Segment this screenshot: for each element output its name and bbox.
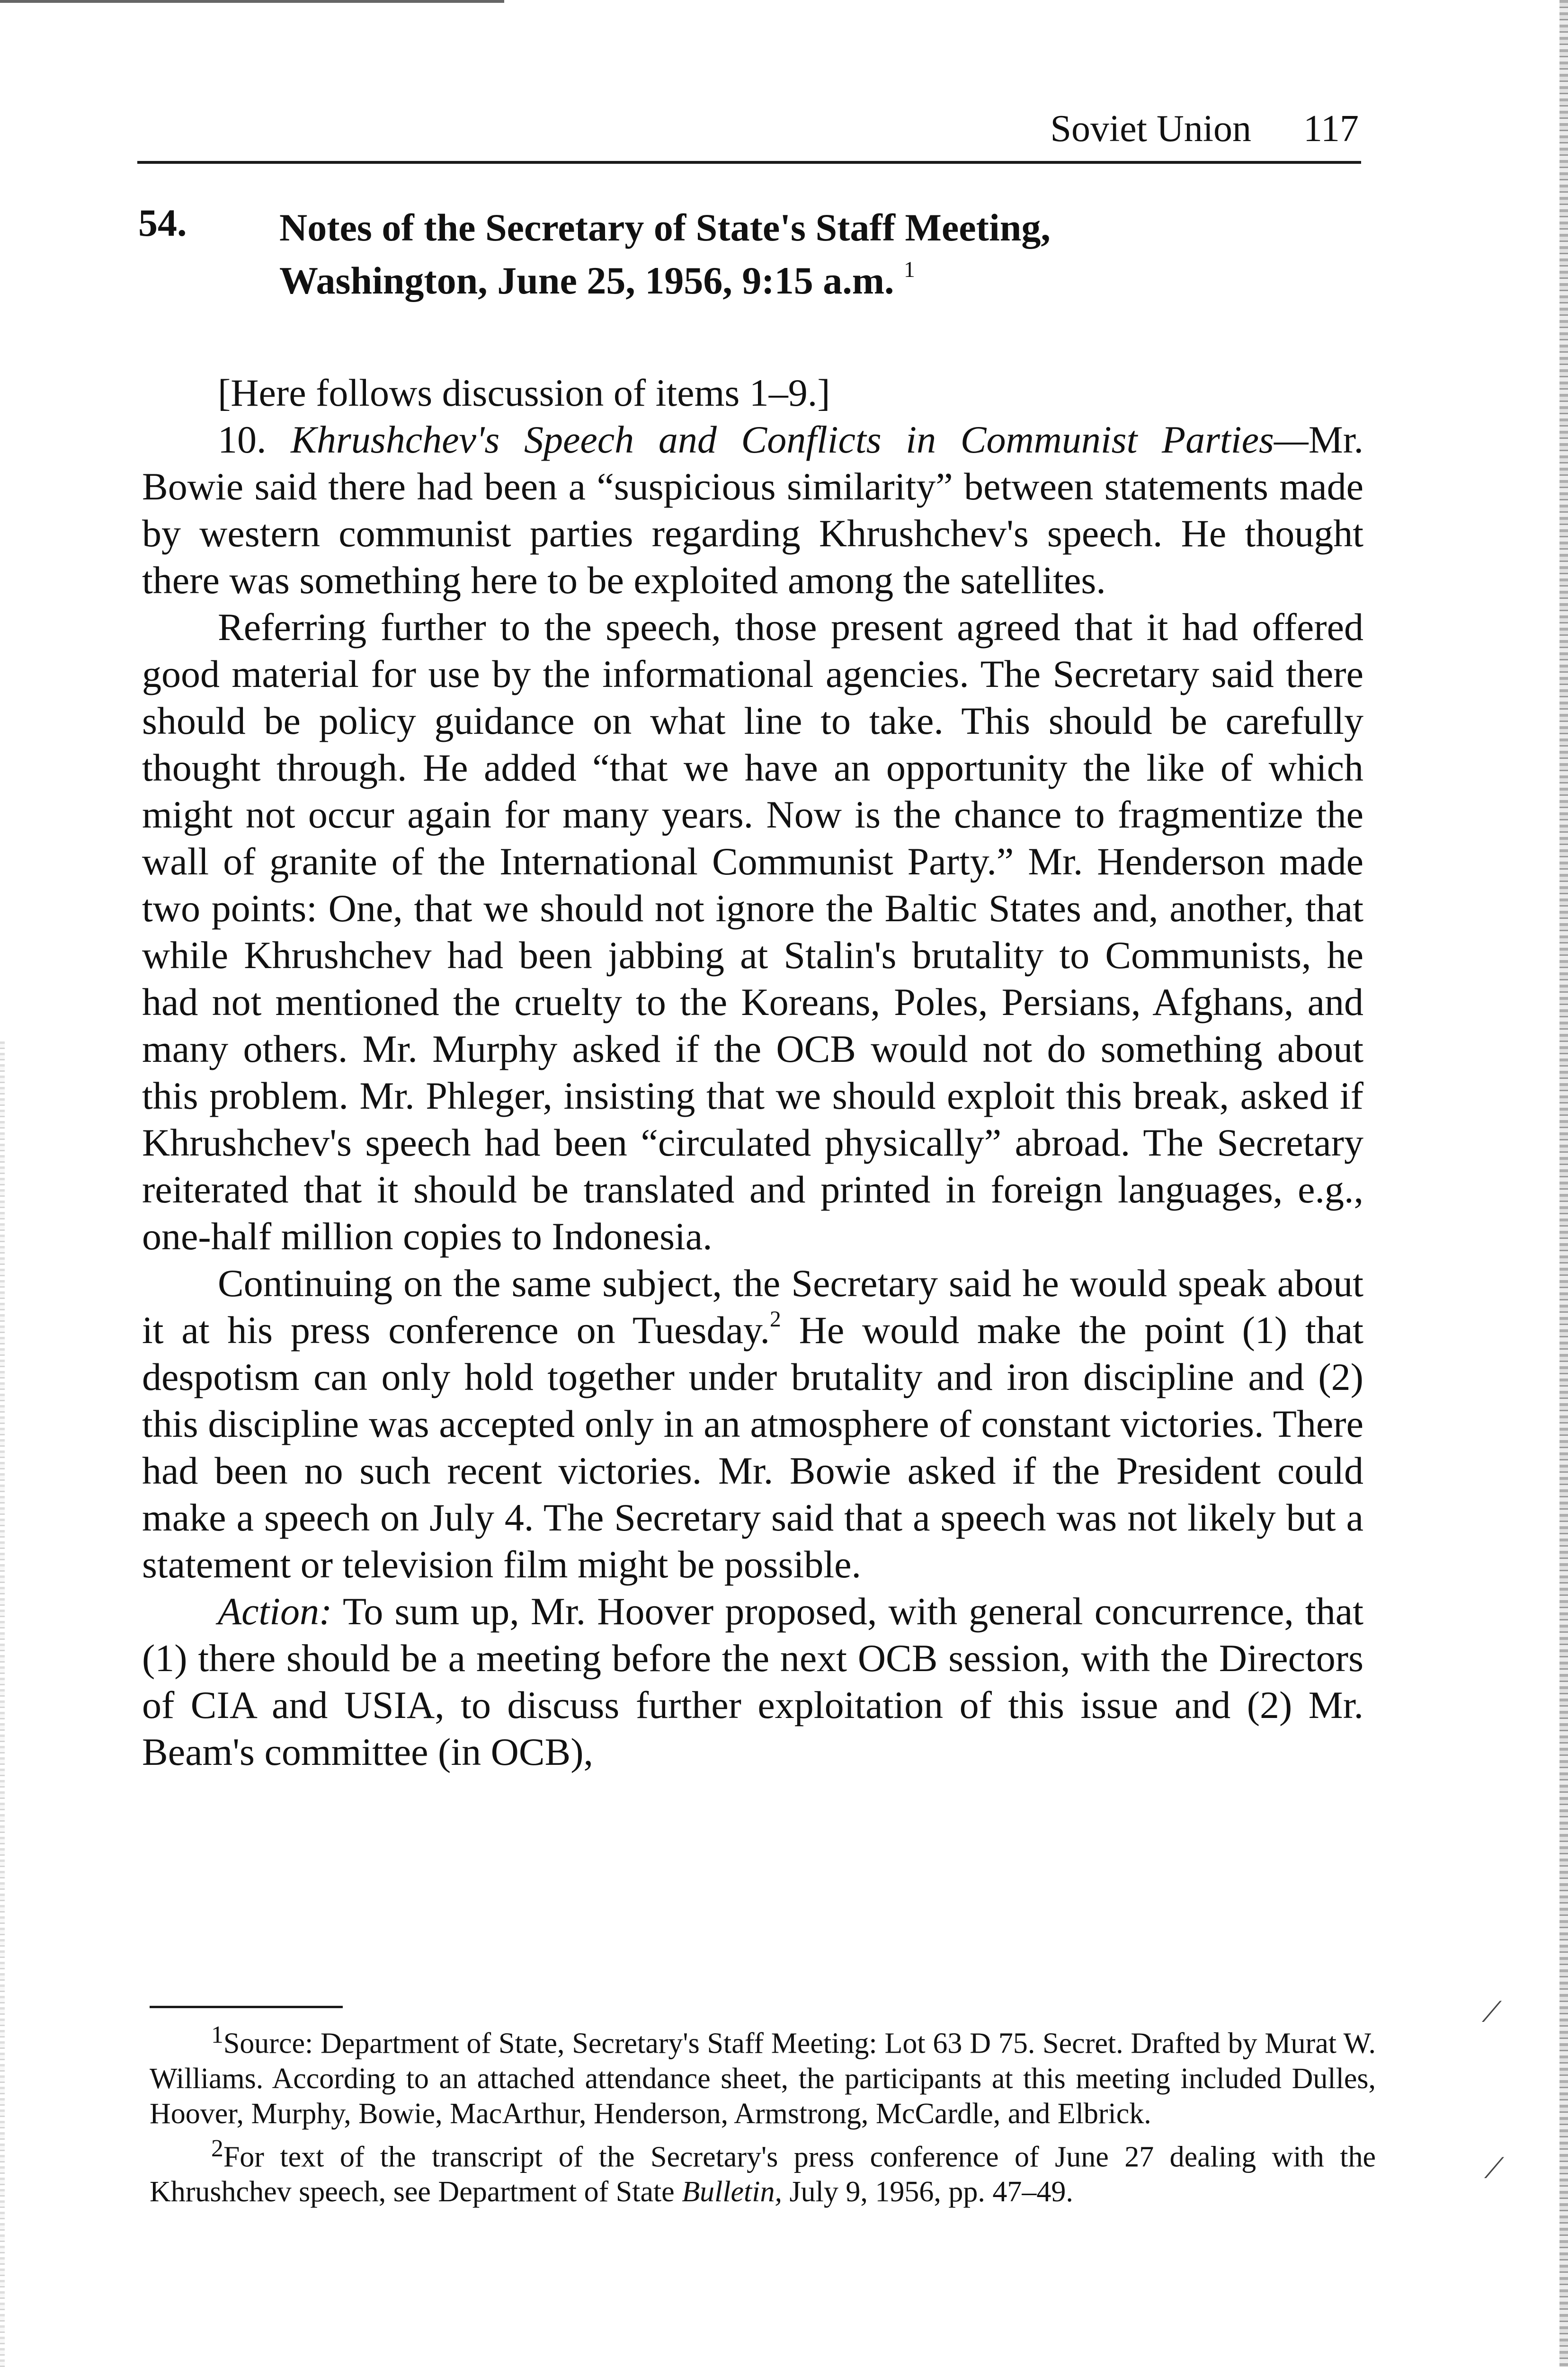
- footnote-2-after: July 9, 1956, pp. 47–49.: [789, 2176, 1073, 2208]
- document-body: [142, 369, 1363, 1775]
- paragraph-3-after: He would make the point (1) that despotism can only hold together under brutality and iron discipline and (2) this discipline was accepted only in an atmosphere of constant victories. There had been no such recent victories. Mr. Bowie asked if the President could make a speech on July 4. The Secretary said that a speech was not likely but a statement or television film might be possible.: [142, 1308, 1363, 1586]
- scan-left-edge: [0, 1041, 5, 2367]
- footnote-1-text: Source: Department of State, Secretary's Staff Meeting: Lot 63 D 75. Secret. Drafted by Murat W. Williams. According to an attached attendance sheet, the participants at this meeting included Dulles, Hoover, Murphy, Bowie, MacArthur, Henderson, Armstrong, McCardle, and Elbrick.: [150, 2027, 1376, 2130]
- paragraph-3-before: Continuing on the same subject, the Secretary said he would speak about it at his press conference on Tuesday.: [142, 1262, 1363, 1352]
- action-label: Action:: [218, 1590, 332, 1633]
- title-footnote-ref[interactable]: 1: [904, 257, 915, 282]
- press-conference-footnote-ref[interactable]: 2: [770, 1307, 781, 1332]
- paragraph-4-text: To sum up, Mr. Hoover proposed, with general concurrence, that (1) there should be a meeting before the next OCB session, with the Directors of CIA and USIA, to discuss further exploitation of this issue and (2) Mr. Beam's committee (in OCB),: [142, 1590, 1363, 1773]
- title-line-1: Notes of the Secretary of State's Staff Meeting,: [279, 206, 1051, 249]
- item-number: 10.: [218, 418, 267, 461]
- paragraph-3: [142, 1260, 1363, 1588]
- footnote-2: [150, 2131, 1376, 2210]
- footnote-2-publication: Bulletin,: [682, 2176, 783, 2208]
- running-head-section: Soviet Union: [1050, 108, 1251, 150]
- item-heading: Khrushchev's Speech and Conflicts in Communist Parties—: [291, 418, 1309, 461]
- paragraph-4: [142, 1588, 1363, 1775]
- scan-top-edge: [0, 0, 504, 3]
- paragraph-2: Referring further to the speech, those present agreed that it had offered good material for use by the informational agencies. The Secretary said there should be policy guidance on what line to take. This should be carefully thought through. He added “that we have an opportunity the like of which might not occur again for many years. Now is the chance to fragmentize the wall of granite of the International Communist Party.” Mr. Henderson made two points: One, that we should not ignore the Baltic States and, another, that while Khrushchev had been jabbing at Stalin's brutality to Communists, he had not mentioned the cruelty to the Koreans, Poles, Persians, Afghans, and many others. Mr. Murphy asked if the OCB would not do something about this problem. Mr. Phleger, insisting that we should exploit this break, asked if Khrushchev's speech had been “circulated physically” abroad. The Secretary reiterated that it should be translated and printed in foreign languages, e.g., one-half million copies to Indonesia.: [142, 605, 1363, 1258]
- page-number: 117: [1303, 108, 1359, 150]
- footnote-1-marker: 1: [211, 2021, 223, 2048]
- paragraph-1: [142, 416, 1363, 604]
- running-head: [994, 110, 1359, 148]
- scan-binding-edge: [1559, 0, 1568, 2367]
- margin-pencil-mark: ⟋: [1482, 1995, 1502, 2029]
- footnote-1: [150, 2018, 1376, 2131]
- footnote-2-marker: 2: [211, 2135, 223, 2162]
- title-line-2: Washington, June 25, 1956, 9:15 a.m.: [279, 259, 894, 302]
- document-number: 54.: [138, 201, 187, 244]
- margin-pencil-tick: ⟋: [1484, 2152, 1504, 2185]
- document-title: [279, 201, 1345, 307]
- running-head-rule: [137, 161, 1361, 164]
- footnote-rule: [150, 2006, 343, 2008]
- bracket-note: [Here follows discussion of items 1–9.]: [218, 371, 830, 414]
- footnotes: [150, 2018, 1376, 2209]
- paragraph-1-text: Mr. Bowie said there had been a “suspicious similarity” between statements made by western communist parties regarding Khrushchev's speech. He thought there was something here to be exploited among the satellites.: [142, 418, 1364, 602]
- footnote-2-before: For text of the transcript of the Secretary's press conference of June 27 dealing with the Khrushchev speech, see Department of State: [150, 2141, 1376, 2208]
